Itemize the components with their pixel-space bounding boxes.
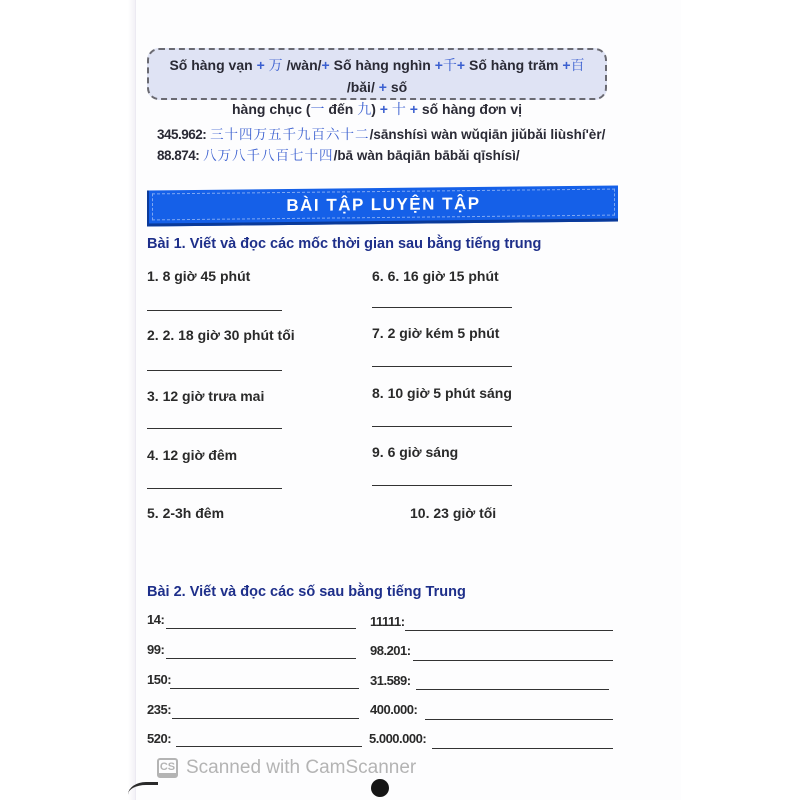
exercise-1-title: Bài 1. Viết và đọc các mốc thời gian sau bằng tiếng trung [147, 236, 542, 252]
camscanner-watermark [157, 757, 416, 779]
number-label: 5.000.000: [369, 731, 427, 746]
answer-line[interactable] [372, 426, 512, 427]
answer-line[interactable] [405, 630, 613, 631]
plus-sign: + [256, 57, 269, 73]
answer-line[interactable] [172, 718, 359, 719]
answer-line[interactable] [413, 660, 613, 661]
exercise-1-item: 6. 6. 16 giờ 15 phút [372, 268, 499, 284]
plus-sign: + [405, 101, 422, 117]
formula-text: số [390, 79, 408, 95]
answer-line[interactable] [147, 488, 282, 489]
exercise-1-item: 8. 10 giờ 5 phút sáng [372, 385, 512, 401]
example-row [157, 145, 605, 166]
answer-line[interactable] [147, 310, 282, 311]
formula-text: Số hàng vạn [169, 57, 257, 73]
number-label: 11111: [370, 614, 405, 629]
number-label: 520: [147, 731, 172, 746]
answer-line[interactable] [425, 719, 613, 720]
plus-sign: + [434, 57, 443, 73]
camscanner-logo-icon: CS [157, 758, 178, 778]
formula-text: hàng chục ( [231, 101, 311, 117]
hanzi-character: 百 [570, 57, 585, 73]
formula-box [147, 48, 607, 117]
examples-block [157, 124, 605, 166]
exercise-1-item: 2. 2. 18 giờ 30 phút tối [147, 327, 295, 343]
answer-line[interactable] [147, 428, 282, 429]
formula-text: số hàng đơn vị [421, 101, 523, 117]
answer-line[interactable] [147, 370, 282, 371]
hanzi-character: 千 [442, 57, 457, 73]
example-hanzi: 八万八千八百七十四 [203, 148, 334, 163]
answer-line[interactable] [372, 485, 512, 486]
exercise-1-item: 7. 2 giờ kém 5 phút [372, 325, 500, 341]
answer-line[interactable] [416, 689, 609, 690]
formula-text: Số hàng trăm [469, 57, 563, 73]
banner-title: BÀI TẬP LUYỆN TẬP [286, 193, 481, 215]
number-label: 99: [147, 642, 165, 657]
watermark-text: Scanned with CamScanner [186, 757, 417, 778]
page-number-badge [371, 779, 389, 797]
exercise-1-item: 10. 23 giờ tối [410, 505, 497, 521]
answer-line[interactable] [166, 658, 356, 659]
formula-text: /bǎi/ [346, 79, 379, 95]
answer-line[interactable] [372, 307, 512, 308]
number-label: 98.201: [370, 643, 411, 658]
plus-sign: + [379, 101, 392, 117]
exercise-1-item: 1. 8 giờ 45 phút [147, 268, 251, 284]
example-number: 345.962: [157, 127, 207, 142]
example-pinyin: /bā wàn bāqiān bābǎi qīshísì/ [333, 148, 520, 163]
answer-line[interactable] [170, 688, 359, 689]
hanzi-character: 一 [310, 101, 325, 117]
plus-sign: + [562, 57, 571, 73]
exercise-1-item: 9. 6 giờ sáng [372, 444, 459, 460]
plus-sign: + [321, 57, 334, 73]
formula-line-1 [159, 54, 595, 98]
answer-line[interactable] [372, 366, 512, 367]
exercise-1-item: 5. 2-3h đêm [147, 505, 225, 521]
plus-sign: + [456, 57, 469, 73]
hanzi-character: 万 [268, 57, 283, 73]
example-number: 88.874: [157, 148, 200, 163]
plus-sign: + [378, 79, 391, 95]
number-label: 14: [147, 612, 165, 627]
answer-line[interactable] [432, 748, 613, 749]
number-label: 150: [147, 672, 172, 687]
exercise-1-item: 4. 12 giờ đêm [147, 447, 238, 463]
hanzi-character: 十 [391, 101, 406, 117]
formula-text: đến [324, 101, 358, 117]
hanzi-character: 九 [357, 101, 372, 117]
section-banner [147, 186, 618, 227]
example-row [157, 124, 605, 145]
number-label: 400.000: [370, 702, 418, 717]
exercise-1-item: 3. 12 giờ trưa mai [147, 388, 265, 404]
formula-line-2 [159, 98, 595, 120]
answer-line[interactable] [176, 746, 362, 747]
exercise-2-title: Bài 2. Viết và đọc các số sau bằng tiếng Trung [147, 584, 466, 600]
formula-text: Số hàng nghìn [333, 57, 435, 73]
formula-text: /wàn/ [282, 57, 322, 73]
answer-line[interactable] [166, 628, 356, 629]
example-pinyin: /sānshísì wàn wǔqiān jiǔbǎi liùshí'èr/ [369, 127, 606, 142]
formula-text: ) [371, 101, 380, 117]
number-label: 235: [147, 702, 172, 717]
example-hanzi: 三十四万五千九百六十二 [210, 127, 370, 142]
number-label: 31.589: [370, 673, 411, 688]
